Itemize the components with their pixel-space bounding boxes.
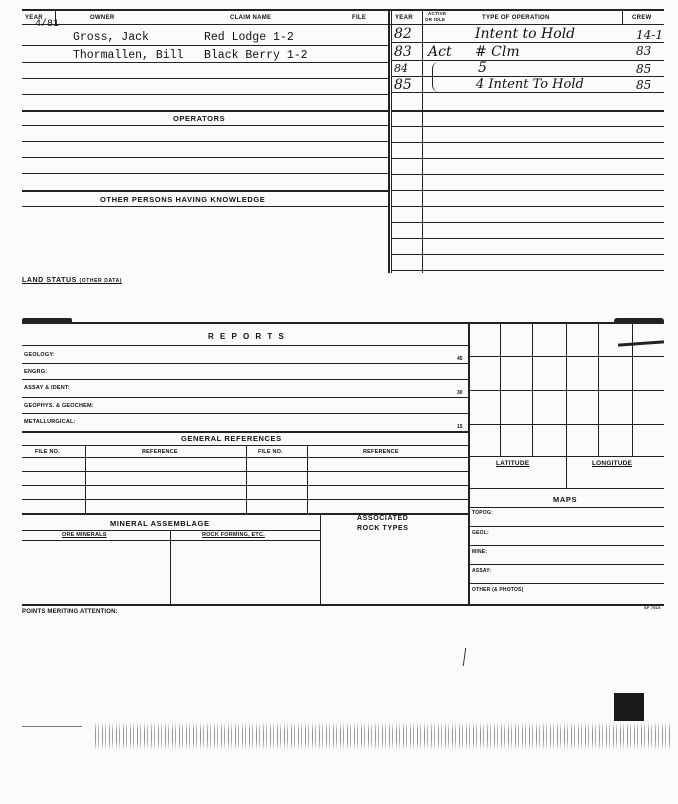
land-status-label: LAND STATUS: [22, 277, 77, 284]
rule: [22, 413, 468, 414]
rule: [468, 583, 664, 584]
activity-year-4: 85: [394, 77, 412, 93]
report-num-30: 30: [457, 390, 463, 396]
ref-header-reference-1: REFERENCE: [142, 449, 178, 455]
activity-active-2: Act: [428, 44, 452, 60]
activity-year-3: 84: [394, 62, 408, 75]
rule: [22, 206, 388, 207]
report-engrg: ENGRG:: [24, 369, 48, 375]
report-num-15: 15: [457, 424, 463, 430]
rule: [468, 564, 664, 565]
rule: [468, 545, 664, 546]
report-metallurgical: METALLURGICAL:: [24, 419, 76, 425]
rule: [391, 126, 664, 127]
ref-header-file-2: FILE NO.: [258, 449, 283, 455]
rule: [391, 270, 664, 271]
divider: [468, 322, 470, 604]
rule: [468, 507, 664, 508]
activity-crew-1: 14-1: [636, 28, 663, 42]
divider: [391, 9, 392, 273]
activity-year-2: 83: [394, 44, 412, 60]
stray-mark: [22, 726, 82, 727]
rock-forming-label: ROCK FORMING, ETC.: [202, 532, 265, 538]
rule: [22, 363, 468, 364]
rule: [22, 173, 388, 174]
grid-line: [566, 322, 567, 456]
header-year-2: YEAR: [395, 15, 413, 21]
activity-crew-2: 83: [636, 44, 652, 58]
rule: [22, 94, 388, 95]
rule: [468, 604, 664, 606]
other-persons-label: OTHER PERSONS HAVING KNOWLEDGE: [100, 195, 266, 204]
rule: [468, 488, 664, 489]
points-meriting-attention: POINTS MERITING ATTENTION:: [22, 609, 118, 615]
divider: [388, 9, 390, 273]
maps-assay: ASSAY:: [472, 568, 492, 574]
rule: [22, 157, 388, 158]
rule: [22, 604, 468, 606]
rule: [22, 24, 664, 25]
rule: [22, 45, 388, 46]
header-file: FILE: [352, 15, 367, 21]
black-square-mark: [614, 693, 644, 721]
activity-year-1: 82: [394, 26, 412, 42]
maps-mine: MINE:: [472, 549, 488, 555]
rule: [22, 379, 468, 380]
header-owner: OWNER: [90, 15, 115, 21]
ore-minerals-label: ORE MINERALS: [62, 532, 107, 538]
scan-noise-band: [95, 722, 670, 750]
general-references-title: GENERAL REFERENCES: [181, 434, 282, 443]
maps-topog: TOPOG:: [472, 510, 493, 516]
rule: [391, 42, 664, 43]
rule: [391, 190, 664, 191]
grid-line: [500, 322, 501, 456]
ref-header-file-1: FILE NO.: [35, 449, 60, 455]
rule: [22, 110, 388, 112]
rule: [22, 78, 388, 79]
header-type-of-operation: TYPE OF OPERATION: [482, 15, 550, 21]
rule: [22, 125, 388, 126]
rule: [391, 158, 664, 159]
divider: [422, 9, 423, 273]
operators-label: OPERATORS: [173, 114, 226, 123]
report-num-45: 45: [457, 356, 463, 362]
header-active: ACTIVE: [428, 11, 447, 16]
rule: [22, 62, 388, 63]
rule: [391, 142, 664, 143]
activity-operation-2: # Clm: [475, 44, 520, 60]
rule: [22, 397, 468, 398]
activity-crew-4: 85: [636, 78, 652, 92]
rule: [22, 485, 468, 486]
rule: [22, 457, 468, 458]
rule: [391, 206, 664, 207]
header-or-idle: OR IDLE: [425, 17, 446, 22]
stray-mark: [463, 648, 466, 666]
owner-1: Gross, Jack: [73, 31, 149, 44]
rule: [391, 238, 664, 239]
maps-geol: GEOL:: [472, 530, 489, 536]
rule: [22, 322, 664, 324]
ref-header-reference-2: REFERENCE: [363, 449, 399, 455]
claim-1: Red Lodge 1-2: [204, 31, 294, 44]
divider: [307, 445, 308, 513]
divider: [246, 445, 247, 513]
rule: [22, 471, 468, 472]
rule: [468, 526, 664, 527]
activity-crew-3: 85: [636, 62, 652, 76]
grid-line: [468, 356, 664, 357]
rule: [22, 345, 468, 346]
divider: [566, 456, 567, 488]
rule: [391, 92, 664, 93]
rule: [391, 60, 664, 61]
maps-title: MAPS: [553, 495, 578, 504]
header-year: YEAR: [25, 15, 43, 21]
rule: [22, 499, 468, 500]
rule: [22, 530, 320, 531]
reports-title: R E P O R T S: [208, 332, 286, 341]
report-geophys: GEOPHYS. & GEOCHEM:: [24, 403, 94, 409]
associated-rock-types-1: ASSOCIATED: [357, 515, 409, 522]
grid-line: [468, 424, 664, 425]
associated-rock-types-2: ROCK TYPES: [357, 525, 409, 532]
header-crew: CREW: [632, 15, 652, 21]
divider: [170, 530, 171, 604]
activity-operation-3: 5: [478, 60, 487, 76]
rule: [22, 431, 468, 433]
grid-line: [468, 390, 664, 391]
rule: [391, 222, 664, 223]
divider: [320, 513, 321, 604]
maps-other: OTHER (& PHOTOS): [472, 587, 524, 593]
activity-operation-1: Intent to Hold: [475, 26, 576, 42]
rule: [391, 174, 664, 175]
claim-2: Black Berry 1-2: [204, 49, 308, 62]
rule: [22, 190, 388, 192]
rule: [391, 254, 664, 255]
divider: [85, 445, 86, 513]
bracket-mark: [432, 62, 439, 92]
rule: [391, 110, 664, 112]
rule: [22, 141, 388, 142]
longitude-label: LONGITUDE: [592, 460, 633, 467]
latitude-label: LATITUDE: [496, 460, 530, 467]
report-geology: GEOLOGY:: [24, 352, 55, 358]
divider: [622, 9, 623, 24]
grid-line: [598, 322, 599, 456]
owner-year: 4/81: [35, 19, 60, 30]
header-claim-name: CLAIM NAME: [230, 15, 272, 21]
grid-line: [532, 322, 533, 456]
owner-2: Thormallen, Bill: [73, 49, 184, 62]
activity-operation-4: 4 Intent To Hold: [476, 77, 584, 92]
land-status: [22, 277, 122, 284]
land-status-sub: (OTHER DATA): [79, 278, 123, 284]
rule: [22, 445, 468, 446]
rule: [22, 9, 664, 11]
report-assay: ASSAY & IDENT:: [24, 385, 70, 391]
mineral-assemblage-title: MINERAL ASSEMBLAGE: [110, 519, 210, 528]
rule: [22, 540, 320, 541]
form-number: SF 7515: [644, 605, 661, 610]
pencil-mark: [618, 340, 664, 346]
